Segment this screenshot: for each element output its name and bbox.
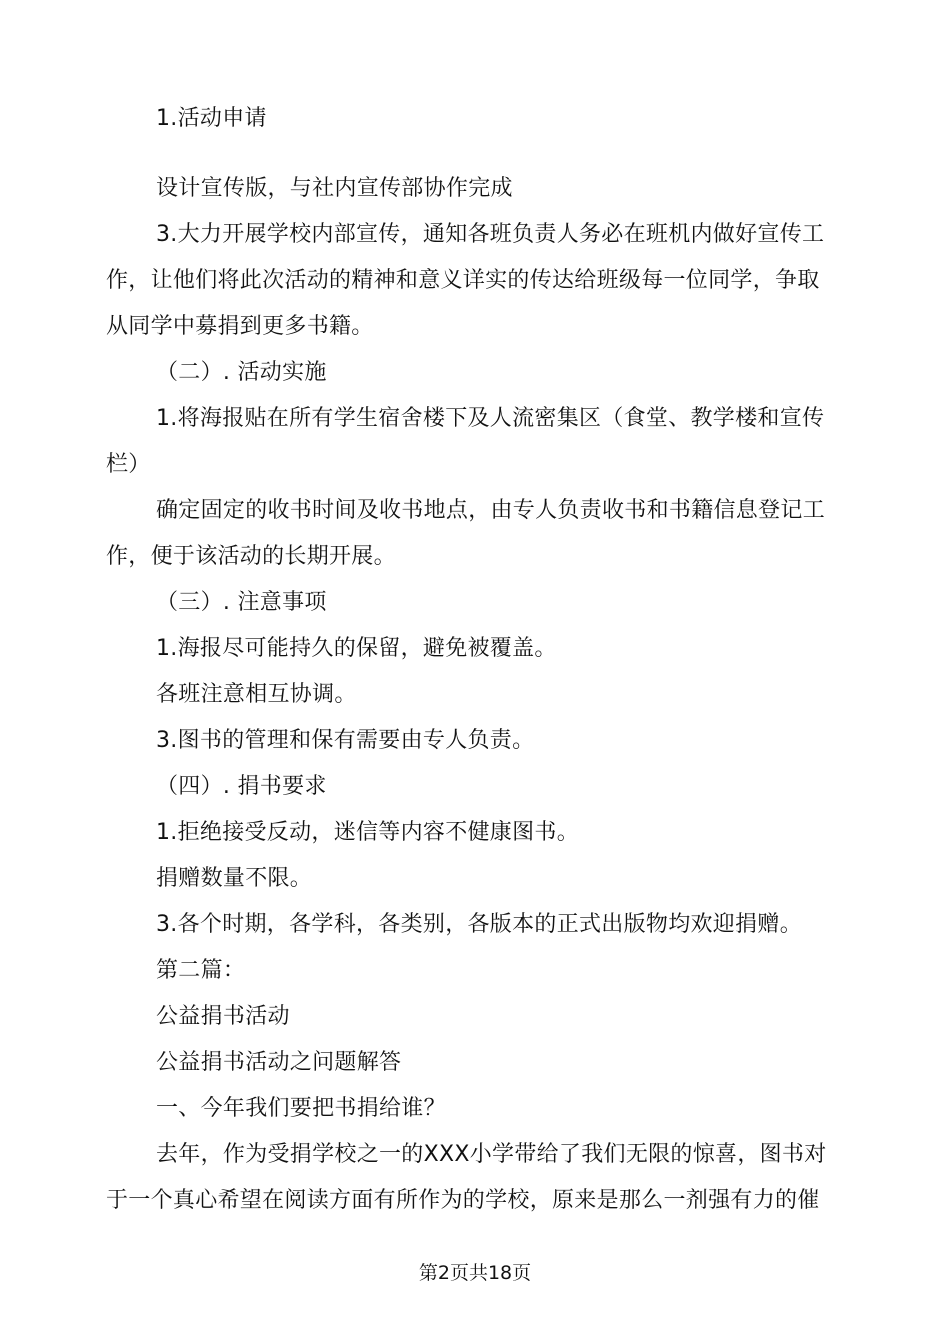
paragraph-internal-publicity: 3.大力开展学校内部宣传，通知各班负责人务必在班机内做好宣传工作，让他们将此次活动的精神和意义详实的传达给班级每一位同学，争取从同学中募捐到更多书籍。 — [106, 222, 825, 339]
question-who-receives: 一、今年我们要把书捐给谁？ — [156, 1096, 446, 1121]
paragraph-unlimited-quantity: 捐赠数量不限。 — [156, 866, 313, 891]
paragraph-poster-keep: 1.海报尽可能持久的保留，避免被覆盖。 — [156, 636, 557, 661]
paragraph-book-management: 3.图书的管理和保有需要由专人负责。 — [156, 728, 535, 753]
section-heading-notes: （三）. 注意事项 — [156, 590, 327, 615]
heading-qa: 公益捐书活动之问题解答 — [156, 1050, 402, 1075]
section-heading-donation-requirements: （四）. 捐书要求 — [156, 774, 327, 799]
paragraph-class-coordination: 各班注意相互协调。 — [156, 682, 357, 707]
page-number-footer: 第2页共18页 — [418, 1262, 532, 1284]
heading-charity-book-donation: 公益捐书活动 — [156, 1004, 290, 1029]
heading-part-two: 第二篇： — [156, 958, 246, 983]
section-heading-implementation: （二）. 活动实施 — [156, 360, 327, 385]
paragraph-design-poster: 设计宣传版，与社内宣传部协作完成 — [156, 176, 513, 201]
paragraph-activity-application: 1.活动申请 — [156, 106, 267, 131]
paragraph-all-publications: 3.各个时期，各学科，各类别，各版本的正式出版物均欢迎捐赠。 — [156, 912, 802, 937]
paragraph-reject-unhealthy: 1.拒绝接受反动，迷信等内容不健康图书。 — [156, 820, 579, 845]
paragraph-last-year: 去年，作为受捐学校之一的XXX小学带给了我们无限的惊喜，图书对于一个真心希望在阅读方面有所作为的学校，原来是那么一剂强有力的催 — [106, 1142, 827, 1213]
paragraph-poster-placement: 1.将海报贴在所有学生宿舍楼下及人流密集区（食堂、教学楼和宣传栏） — [106, 406, 825, 477]
paragraph-collection-time: 确定固定的收书时间及收书地点，由专人负责收书和书籍信息登记工作，便于该活动的长期开展。 — [106, 498, 826, 569]
